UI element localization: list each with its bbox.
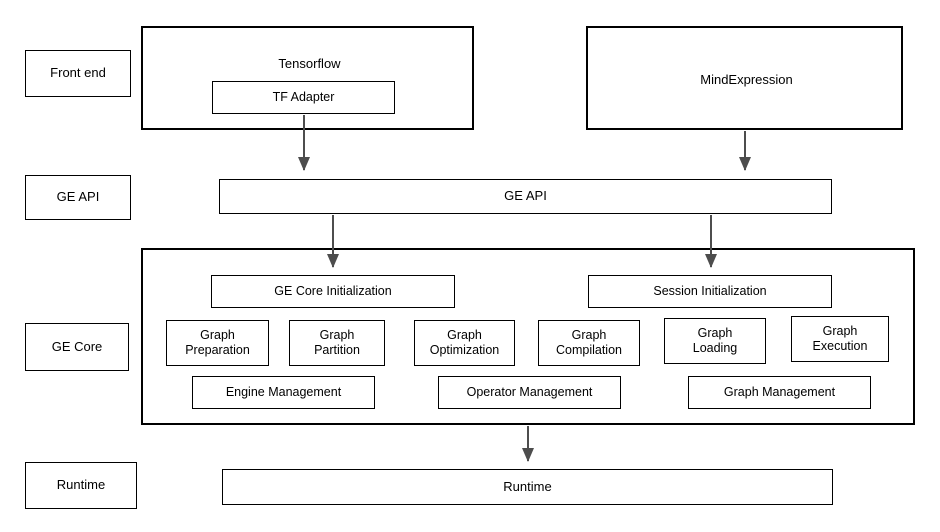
lane-label-text: GE Core: [51, 338, 103, 354]
operator-management-box: [438, 376, 621, 409]
tensorflow-container: [141, 26, 474, 130]
engine-management-label: Engine Management: [225, 385, 342, 400]
graph-management-box: [688, 376, 871, 409]
tf-adapter-label: TF Adapter: [272, 90, 335, 105]
graph-optimization-label-line1: Graph: [447, 328, 482, 342]
lane-label-text: Runtime: [56, 477, 106, 493]
lane-label-ge-core: [25, 323, 129, 371]
runtime-box: [222, 469, 833, 505]
lane-label-runtime: [25, 462, 137, 509]
lane-label-text: Front end: [50, 65, 106, 81]
ge-core-initialization-label: GE Core Initialization: [274, 284, 392, 299]
graph-preparation-label-line1: Graph: [200, 328, 235, 342]
graph-optimization-box: [414, 320, 515, 366]
runtime-label: Runtime: [503, 478, 552, 494]
engine-management-box: [192, 376, 375, 409]
graph-execution-box: [791, 316, 889, 362]
graph-partition-label-line1: Graph: [319, 328, 355, 342]
ge-api-label: GE API: [504, 188, 547, 204]
mindexpression-container: [586, 26, 903, 130]
session-initialization-label: Session Initialization: [653, 284, 767, 299]
graph-compilation-label-line2: Compilation: [555, 343, 622, 357]
graph-compilation-label-line1: Graph: [571, 328, 607, 342]
lane-label-text: GE API: [56, 189, 100, 205]
ge-core-initialization-box: [211, 275, 455, 308]
ge-api-box: [219, 179, 832, 214]
graph-loading-box: [664, 318, 766, 364]
graph-preparation-label-line2: Preparation: [185, 343, 250, 357]
graph-preparation-box: [166, 320, 269, 366]
graph-execution-label-line2: Execution: [812, 339, 868, 353]
tf-adapter-box: [212, 81, 395, 114]
lane-label-ge-api: [25, 175, 131, 220]
graph-management-label: Graph Management: [723, 385, 836, 400]
mindexpression-title: MindExpression: [700, 72, 793, 87]
graph-loading-label-line1: Graph: [697, 326, 733, 340]
graph-partition-label-line2: Partition: [314, 343, 360, 357]
lane-label-front-end: [25, 50, 131, 97]
graph-optimization-label-line2: Optimization: [429, 343, 500, 357]
graph-execution-label-line1: Graph: [822, 324, 858, 338]
graph-partition-box: [289, 320, 385, 366]
graph-loading-label-line2: Loading: [692, 341, 738, 355]
session-initialization-box: [588, 275, 832, 308]
graph-compilation-box: [538, 320, 640, 366]
tensorflow-title: Tensorflow: [278, 56, 341, 71]
operator-management-label: Operator Management: [466, 385, 593, 400]
